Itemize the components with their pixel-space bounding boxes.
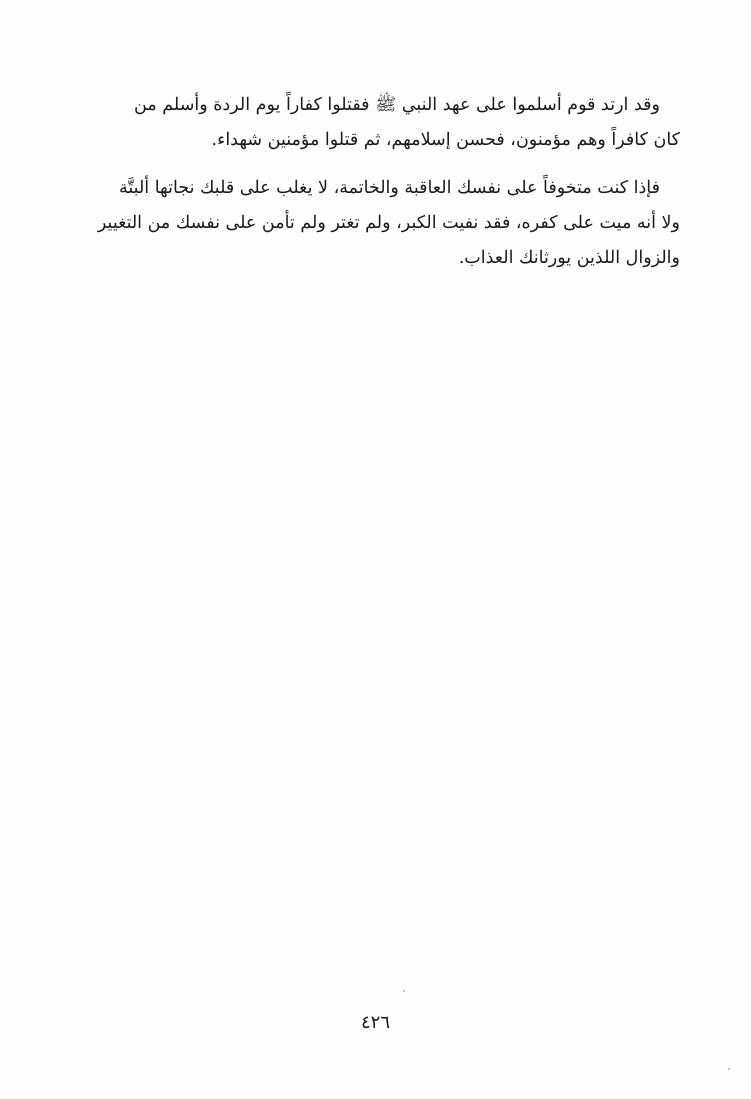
paragraph-2-line-1: فإذا كنت متخوفاً على نفسك العاقبة والخاتمة، لا يغلب على قلبك نجاتها ألبتَّة bbox=[119, 178, 660, 198]
scan-speck bbox=[403, 990, 405, 992]
paragraph-2-line-3: والزوال اللذين يورثانك العذاب. bbox=[458, 248, 680, 268]
paragraph-1 bbox=[60, 88, 680, 158]
paragraph-1-line-1: وقد ارتد قوم أسلموا على عهد النبي ﷺ فقتلوا كفاراً يوم الردة وأسلم من bbox=[134, 95, 660, 115]
paragraph-2-line-2: ولا أنه ميت على كفره، فقد نفيت الكبر، ولم تغتر ولم تأمن على نفسك من التغيير bbox=[97, 213, 680, 233]
paragraph-1-line-2: كان كافراً وهم مؤمنون، فحسن إسلامهم، ثم قتلوا مؤمنين شهداء. bbox=[211, 130, 680, 150]
scan-speck bbox=[728, 1068, 730, 1070]
page-number: ٤٢٦ bbox=[360, 1012, 390, 1033]
paragraph-2 bbox=[60, 171, 680, 276]
